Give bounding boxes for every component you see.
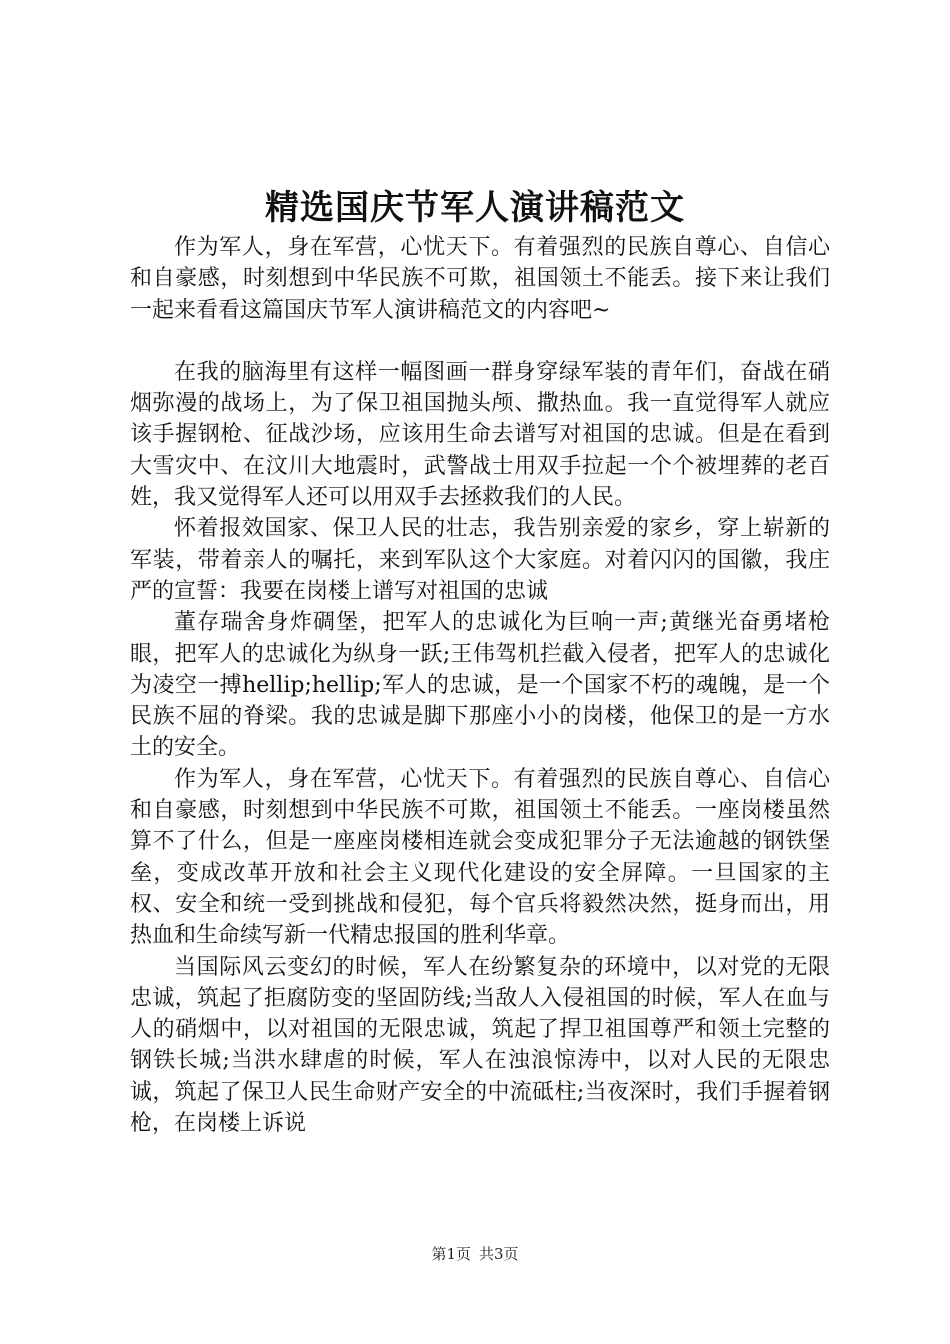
- document-body: [130, 232, 830, 1139]
- body-paragraph: 作为军人，身在军营，心忧天下。有着强烈的民族自尊心、自信心和自豪感，时刻想到中华民族不可欺，祖国领土不能丢。一座岗楼虽然算不了什么，但是一座座岗楼相连就会变成犯罪分子无法逾越的钢铁堡垒，变成改革开放和社会主义现代化建设的安全屏障。一旦国家的主权、安全和统一受到挑战和侵犯，每个官兵将毅然决然，挺身而出，用热血和生命续写新一代精忠报国的胜利华章。: [130, 766, 830, 949]
- page-number: 第1页: [431, 1245, 471, 1263]
- body-paragraph: 董存瑞舍身炸碉堡，把军人的忠诚化为巨响一声;黄继光奋勇堵枪眼，把军人的忠诚化为纵身一跃;王伟驾机拦截入侵者，把军人的忠诚化为凌空一搏hellip;hellip;军人的忠诚，是一个国家不朽的魂魄，是一个民族不屈的脊梁。我的忠诚是脚下那座小小的岗楼，他保卫的是一方水土的安全。: [130, 610, 830, 761]
- page-total: 共3页: [479, 1245, 519, 1263]
- body-paragraph: 当国际风云变幻的时候，军人在纷繁复杂的环境中，以对党的无限忠诚，筑起了拒腐防变的坚固防线;当敌人入侵祖国的时候，军人在血与人的硝烟中，以对祖国的无限忠诚，筑起了捍卫祖国尊严和领土完整的钢铁长城;当洪水肆虐的时候，军人在浊浪惊涛中，以对人民的无限忠诚，筑起了保卫人民生命财产安全的中流砥柱;当夜深时，我们手握着钢枪，在岗楼上诉说: [130, 954, 830, 1137]
- body-paragraph: 在我的脑海里有这样一幅图画一群身穿绿军装的青年们，奋战在硝烟弥漫的战场上，为了保卫祖国抛头颅、撒热血。我一直觉得军人就应该手握钢枪、征战沙场，应该用生命去谱写对祖国的忠诚。但是在看到大雪灾中、在汶川大地震时，武警战士用双手拉起一个个被埋葬的老百姓，我又觉得军人还可以用双手去拯救我们的人民。: [130, 359, 830, 511]
- intro-paragraph: 作为军人，身在军营，心忧天下。有着强烈的民族自尊心、自信心和自豪感，时刻想到中华民族不可欺，祖国领土不能丢。接下来让我们一起来看看这篇国庆节军人演讲稿范文的内容吧~: [130, 235, 830, 323]
- document-title: 精选国庆节军人演讲稿范文: [265, 188, 685, 228]
- page-footer: [0, 1244, 950, 1264]
- body-paragraph: 怀着报效国家、保卫人民的壮志，我告别亲爱的家乡，穿上崭新的军装，带着亲人的嘱托，来到军队这个大家庭。对着闪闪的国徽，我庄严的宣誓：我要在岗楼上谱写对祖国的忠诚: [130, 516, 830, 604]
